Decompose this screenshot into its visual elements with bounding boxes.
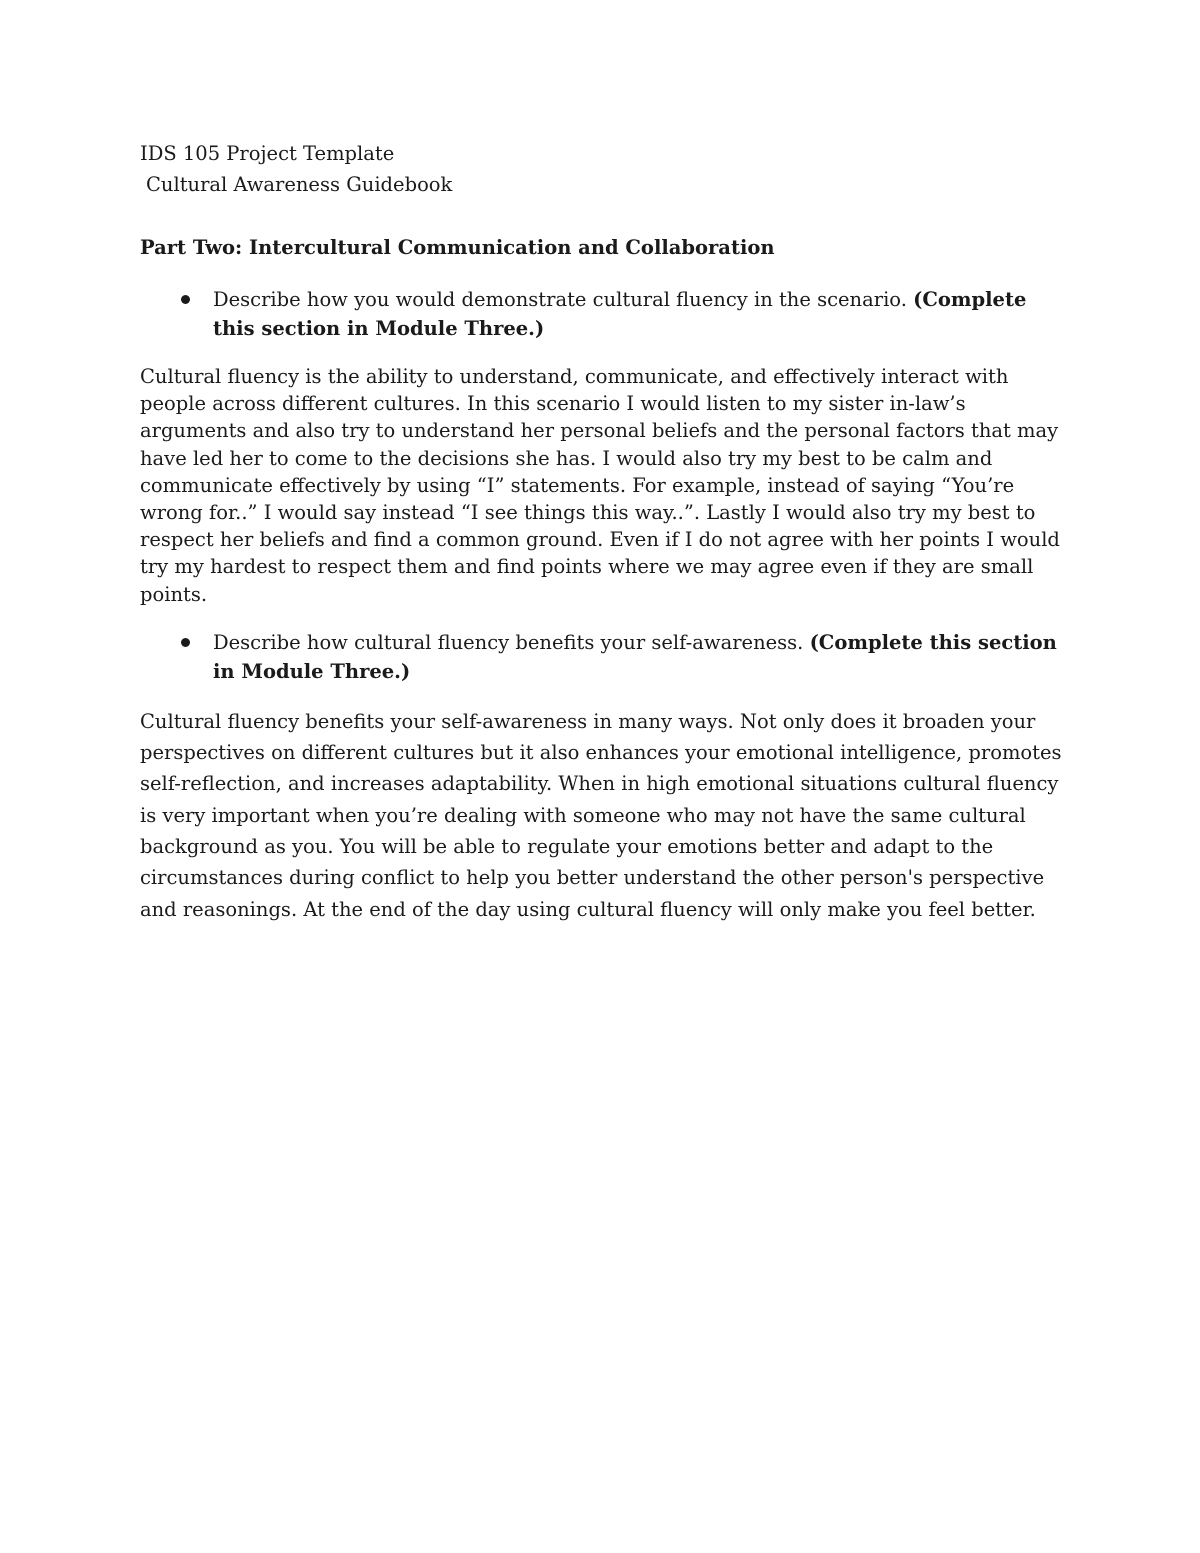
bullet-icon [181,295,190,304]
bullet-prompt [213,628,1058,686]
bullet-prompt-text: Describe how you would demonstrate cultural fluency in the scenario. [213,288,914,311]
response-paragraph: Cultural fluency is the ability to understand, communicate, and effectively interact with people across different cultures. In this scenario I would listen to my sister in-law’s arguments and also try to understand her personal beliefs and the personal factors that may have led her to come to the decisions she has. I would also try my best to be calm and communicate effectively by using “I” statements. For example, instead of saying “You’re wrong for..” I would say instead “I see things this way..”. Lastly I would also try my best to respect her beliefs and find a common ground. Even if I do not agree with her points I would try my hardest to respect them and find points where we may agree even if they are small points. [140,365,1060,606]
document-title: IDS 105 Project Template [140,142,395,165]
section-heading: Part Two: Intercultural Communication and Collaboration [140,236,775,259]
bullet-item [140,628,1070,686]
document-subtitle: Cultural Awareness Guidebook [146,173,453,196]
bullet-prompt-note: (Complete this section in Module Three.) [213,288,1027,340]
bullet-prompt [213,285,1058,343]
document-page [140,138,1070,925]
bullet-prompt-text: Describe how cultural fluency benefits your self-awareness. [213,630,810,654]
bullet-item [140,285,1070,343]
response-paragraph: Cultural fluency benefits your self-awareness in many ways. Not only does it broaden your perspectives on different cultures but it also enhances your emotional intelligence, promotes self-reflection, and increases adaptability. When in high emotional situations cultural fluency is very important when you’re dealing with someone who may not have the same cultural background as you. You will be able to regulate your emotions better and adapt to the circumstances during conflict to help you better understand the other person's perspective and reasonings. At the end of the day using cultural fluency will only make you feel better. [140,709,1062,921]
bullet-icon [181,638,190,647]
bullet-prompt-note: (Complete this section in Module Three.) [213,630,1057,683]
